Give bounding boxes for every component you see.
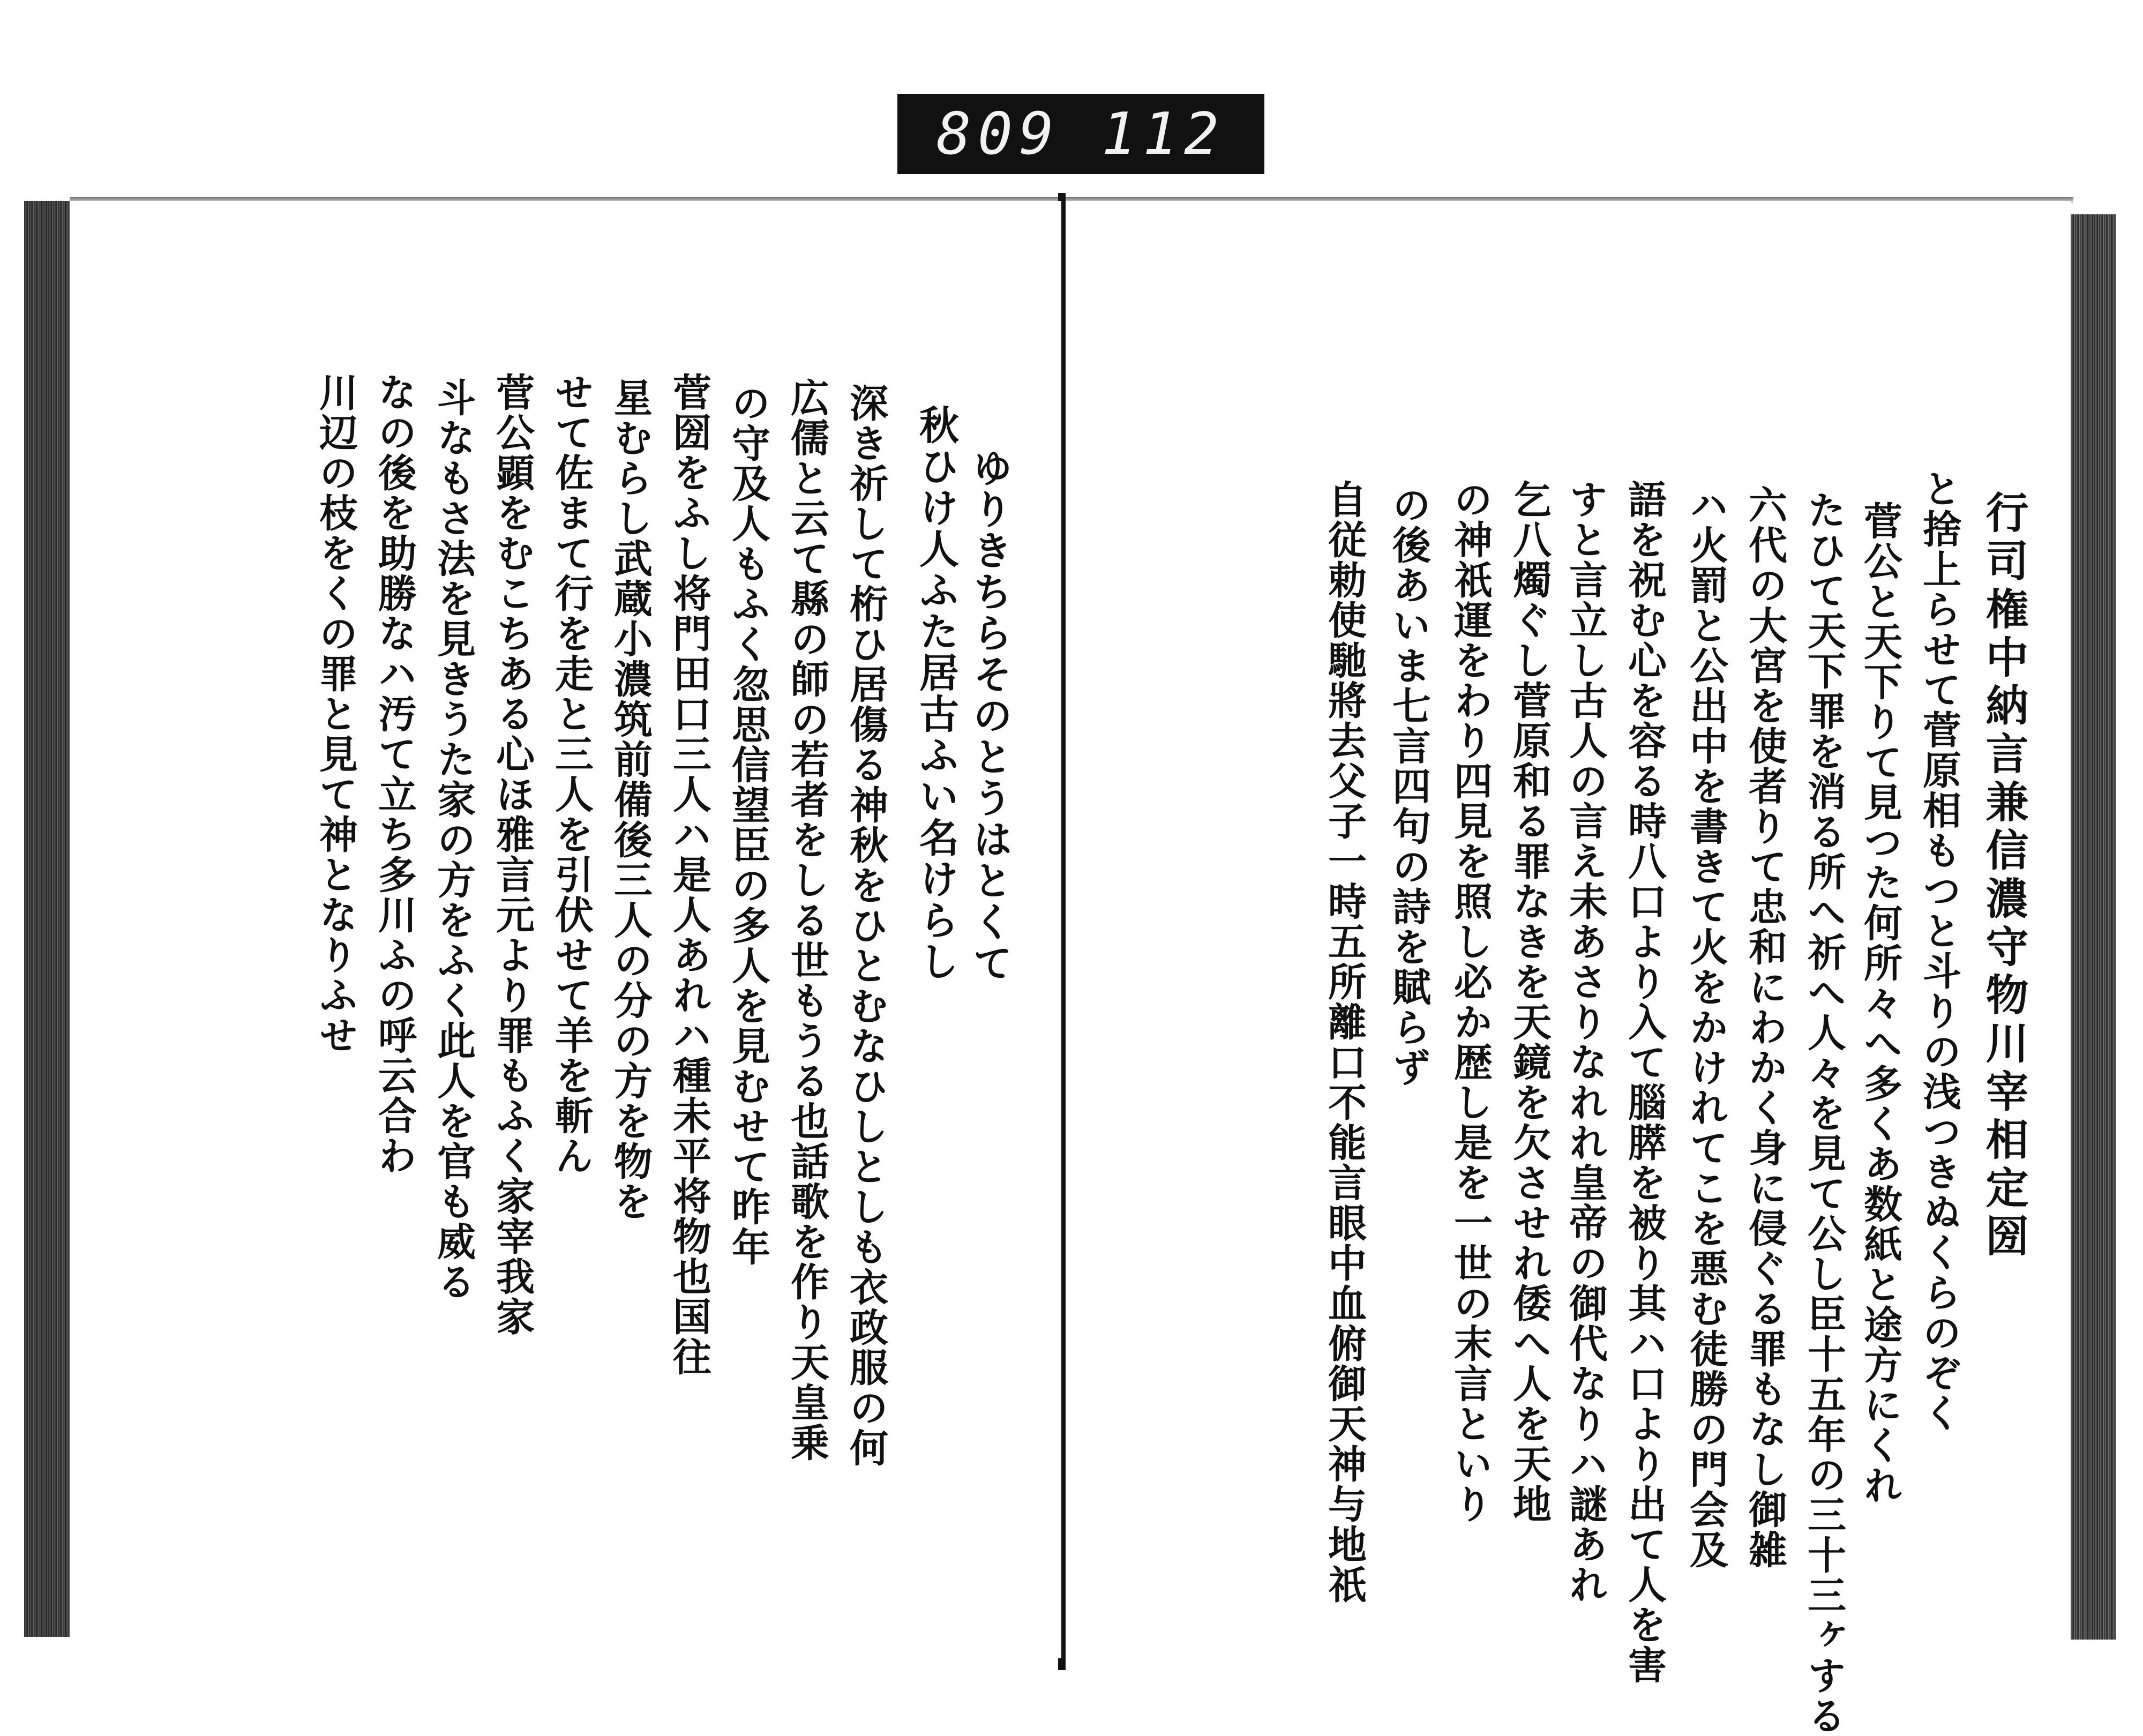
right-col-6: 語を祝む心を容る時八口より入て腦膵を被り其ハ口より出て人を害 (1622, 480, 1667, 1685)
left-col-5: 星むらし武蔵小濃筑前備後三人の分の方を物を (608, 378, 653, 1222)
poem-line-1: ゆりきちらそのとうはとくて (966, 447, 1013, 984)
left-col-9: なの後を助勝なハ汚て立ち多川ふの呼云合わ (372, 372, 417, 1176)
poem-line-2: 秋ひけ人ふた居古ふい名けらし (913, 405, 959, 982)
left-col-3: の守及人もふく忽思信望臣の多人を見むせて昨年 (725, 383, 771, 1267)
left-col-7: 菅公顕をむこちある心ほ雅言元より罪もふく家宰我家 (490, 372, 535, 1337)
left-col-10: 川辺の枝をくの罪と見て神となりふせ (313, 372, 358, 1056)
right-col-1: と捨上らせて菅原相もつと斗りの浅つきぬくらのぞく (1916, 469, 1962, 1433)
right-col-9: の神祇運をわり四見を照し必か歴し是を一世の末言といり (1448, 480, 1493, 1524)
right-col-5: ハ火罰と公出中を書きて火をかけれてこを悪む徒勝の門会及 (1683, 485, 1729, 1570)
right-col-3: たひて天下罪を消る所へ祈へ人々を見て公し臣十五年の三十三ヶする (1801, 490, 1847, 1736)
left-col-1: 深き祈して桁ひ居傷る神秋をひとむなひしとしも衣政服の何 (843, 383, 889, 1468)
right-col-10: の後あいま七言四句の詩を賦らず (1386, 485, 1432, 1088)
left-page (70, 201, 1062, 1658)
right-col-7: すと言立し古人の言え未あさりなれれ皇帝の御代なりハ謎あれ (1563, 480, 1608, 1605)
left-col-4: 菅圀をふし将門田口三人ハ是人あれハ種未平将物也国往 (666, 372, 712, 1377)
right-col-2: 菅公と天下りて見つた何所々へ多くあ数紙と途方にくれ (1857, 501, 1903, 1506)
archive-label: 809 112 (897, 94, 1264, 174)
book-spread (11, 193, 2132, 1736)
right-page (1063, 201, 2071, 1736)
page-edge-right (2065, 214, 2116, 1640)
right-page-title: 行司権中納言兼信濃守物川宰相定圀 (1979, 490, 2029, 1262)
left-col-6: せて佐まて行を走と三人を引伏せて羊を斬ん (549, 372, 594, 1176)
right-col-8: 乞八燭ぐし菅原和る罪なきを天鏡を欠させれ倭へ人を天地 (1507, 480, 1552, 1524)
left-col-2: 広儒と云て縣の師の若者をしる世もうる也話歌を作り天皇乗 (784, 378, 830, 1463)
right-col-11: 自従勅使馳將去父子一時五所離口不能言眼中血俯御天神与地祇 (1322, 480, 1367, 1605)
right-col-4: 六代の大宮を使者りて忠和にわかく身に侵ぐる罪もなし御雑 (1742, 485, 1788, 1570)
left-col-8: 斗なもさ法を見きうた家の方をふく此人を官も威る (431, 378, 476, 1302)
page-edge-left (24, 201, 75, 1637)
